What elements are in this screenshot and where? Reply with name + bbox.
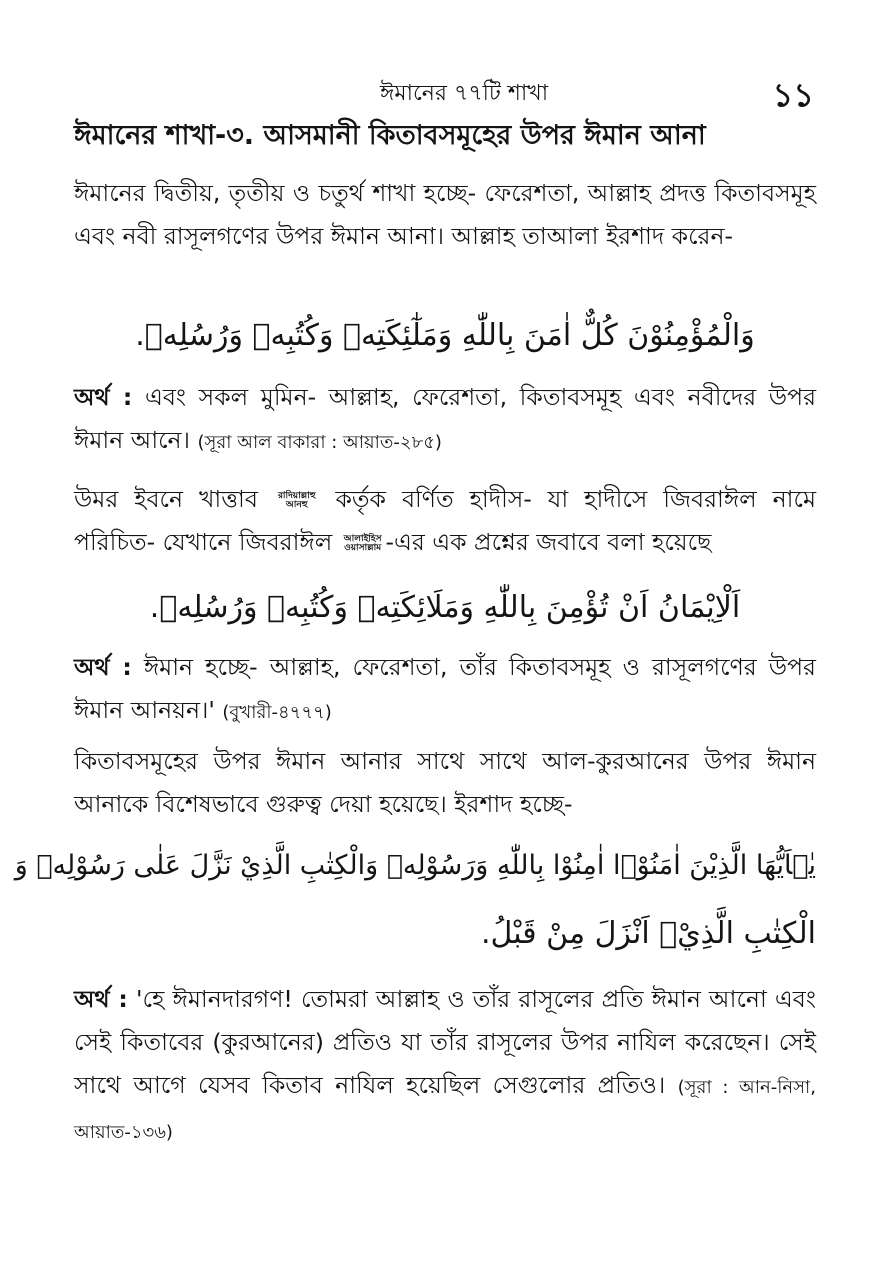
verse1-meaning [74,376,816,464]
meaning-label: অর্থ : [74,985,128,1013]
honorific-radiyallahu [278,492,316,510]
meaning-text: এবং সকল মুমিন- আল্লাহ, ফেরেশতা, কিতাবসমূহ এবং নবীদের উপর ঈমান আনে। [74,383,816,454]
hadith-intro-part1: উমর ইবনে খাত্তাব [74,485,258,513]
meaning-label: অর্থ : [74,653,132,681]
verse2-arabic-line1: يٰۤاَيُّهَا الَّذِيْنَ اٰمَنُوْۤا اٰمِنُوْا بِاللّٰهِ وَرَسُوْلِهٖ وَالْكِتٰبِ الَّذِيْ نَزَّلَ عَلٰى رَسُوْلِهٖ وَ [14,850,816,881]
hadith-intro-part2: কর্তৃক বর্ণিত হাদীস- যা হাদীসে জিবরাঈল নামে পরিচিত- যেখানে জিবরাঈল [74,485,816,556]
quran-emphasis-paragraph: কিতাবসমূহের উপর ঈমান আনার সাথে সাথে আল-কুরআনের উপর ঈমান আনাকে বিশেষভাবে গুরুত্ব দেয়া হয়েছে। ইরশাদ হচ্ছে- [74,747,816,818]
page-header [0,70,870,114]
intro-paragraph: ঈমানের দ্বিতীয়, তৃতীয় ও চতুর্থ শাখা হচ্ছে- ফেরেশতা, আল্লাহ প্রদত্ত কিতাবসমূহ এবং নবী রাসূলগণের উপর ঈমান আনা। আল্লাহ তাআলা ইরশাদ করেন- [74,179,816,250]
honorific-alaihis [344,535,382,553]
hadith-intro-paragraph [74,478,816,564]
honorific-line: আলাইহিস [343,533,382,544]
verse2-arabic-line2: الْكِتٰبِ الَّذِيْۤ اَنْزَلَ مِنْ قَبْلُ. [481,916,816,951]
hadith-reference: (বুখারী-৪৭৭৭) [222,702,332,723]
meaning-text: ঈমান হচ্ছে- আল্লাহ, ফেরেশতা, তাঁর কিতাবসমূহ ও রাসূলগণের উপর ঈমান আনয়ন।' [74,653,816,724]
meaning-text: 'হে ঈমানদারগণ! তোমরা আল্লাহ ও তাঁর রাসূলের প্রতি ঈমান আনো এবং সেই কিতাবের (কুরআনের) প্রতিও যা তাঁর রাসূলের উপর নাযিল করেছেন। সেই সাথে আগে যেসব কিতাব নাযিল হয়েছিল সেগুলোর প্রতিও। [74,985,816,1099]
honorific-line: রাদিয়াল্লাহু [277,490,316,501]
section-heading: ঈমানের শাখা-৩. আসমানী কিতাবসমূহের উপর ঈমান আনা [74,120,706,151]
verse1-reference: (সূরা আল বাকারা : আয়াত-২৮৫) [197,432,442,453]
page-number: ১১ [772,76,814,114]
meaning-label: অর্থ : [74,383,133,411]
hadith-intro-part3: -এর এক প্রশ্নের জবাবে বলা হয়েছে [385,528,712,556]
hadith-arabic: اَلْاِيْمَانُ اَنْ تُؤْمِنَ بِاللّٰهِ وَمَلَائِكَتِهٖ وَكُتُبِهٖ وَرُسُلِهٖ. [149,590,741,625]
running-title: ঈমানের ৭৭টি শাখা [380,81,549,106]
verse2-reference: (সূরা : আন-নিসা, আয়াত-১৩৬) [74,1077,816,1143]
hadith-meaning [74,646,816,734]
verse1-arabic: وَالْمُؤْمِنُوْنَ كُلٌّ اٰمَنَ بِاللّٰهِ وَمَلٰٓئِكَتِهٖ وَكُتُبِهٖ وَرُسُلِهٖ. [135,318,755,353]
honorific-line: ওয়াসাল্লাম [344,542,382,553]
honorific-line: আনহু [285,499,308,510]
verse2-meaning [74,978,816,1154]
